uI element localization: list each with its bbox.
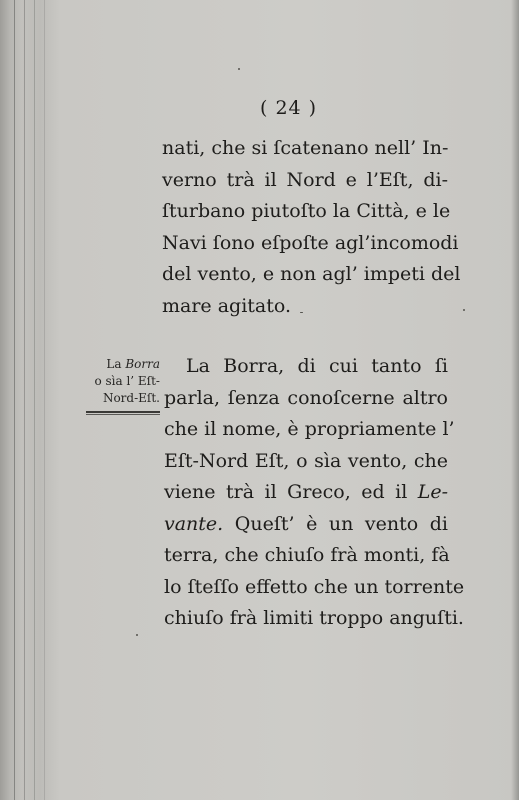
paragraph-continued (162, 133, 461, 322)
paper-speck (136, 634, 138, 636)
text-line: vante. Queſt’ è un vento di (164, 512, 448, 535)
text-line: parla, ſenza conoſcerne altro (164, 386, 448, 409)
marginal-note-line: Nord-Eſt. (102, 391, 160, 405)
page-edge-shadow (511, 0, 519, 800)
marginal-note-line: La Borra (106, 357, 160, 371)
page-number: ( 24 ) (260, 97, 318, 119)
text-line: del vento, e non agl’ impeti del (162, 263, 461, 285)
binding-gutter-line (44, 0, 45, 800)
binding-gutter-line (24, 0, 25, 800)
text-line: Eſt-Nord Eſt, o sìa vento, che (164, 449, 448, 472)
paper-speck (463, 309, 465, 311)
marginal-note-line: o sìa l’ Eſt- (94, 374, 160, 388)
text-line: nati, che si ſcatenano nell’ In- (162, 137, 449, 159)
binding-gutter-line (34, 0, 35, 800)
paper-speck (238, 68, 240, 70)
text-line: verno trà il Nord e l’Eſt, di- (162, 168, 448, 191)
text-line: che il nome, è propriamente l’ (164, 418, 455, 440)
binding-gutter-line (14, 0, 15, 800)
text-line: mare agitato. (162, 294, 292, 317)
text-line: La Borra, di cui tanto ſi (186, 355, 448, 377)
text-line: viene trà il Greco, ed il Le- (164, 481, 449, 503)
text-line: ſturbano piutoſto la Città, e le (162, 200, 451, 222)
text-line: chiuſo frà limiti troppo anguſti. (164, 607, 464, 629)
text-line: Navi ſono eſpoſte agl’incomodi (162, 231, 459, 254)
text-line: lo ſteſſo effetto che un torrente (164, 575, 465, 598)
paragraph-borra (164, 351, 465, 635)
marginal-rule (86, 411, 160, 415)
marginal-note (78, 356, 160, 407)
text-line: terra, che chiuſo frà monti, fà (164, 544, 450, 566)
paper-speck (300, 312, 303, 313)
